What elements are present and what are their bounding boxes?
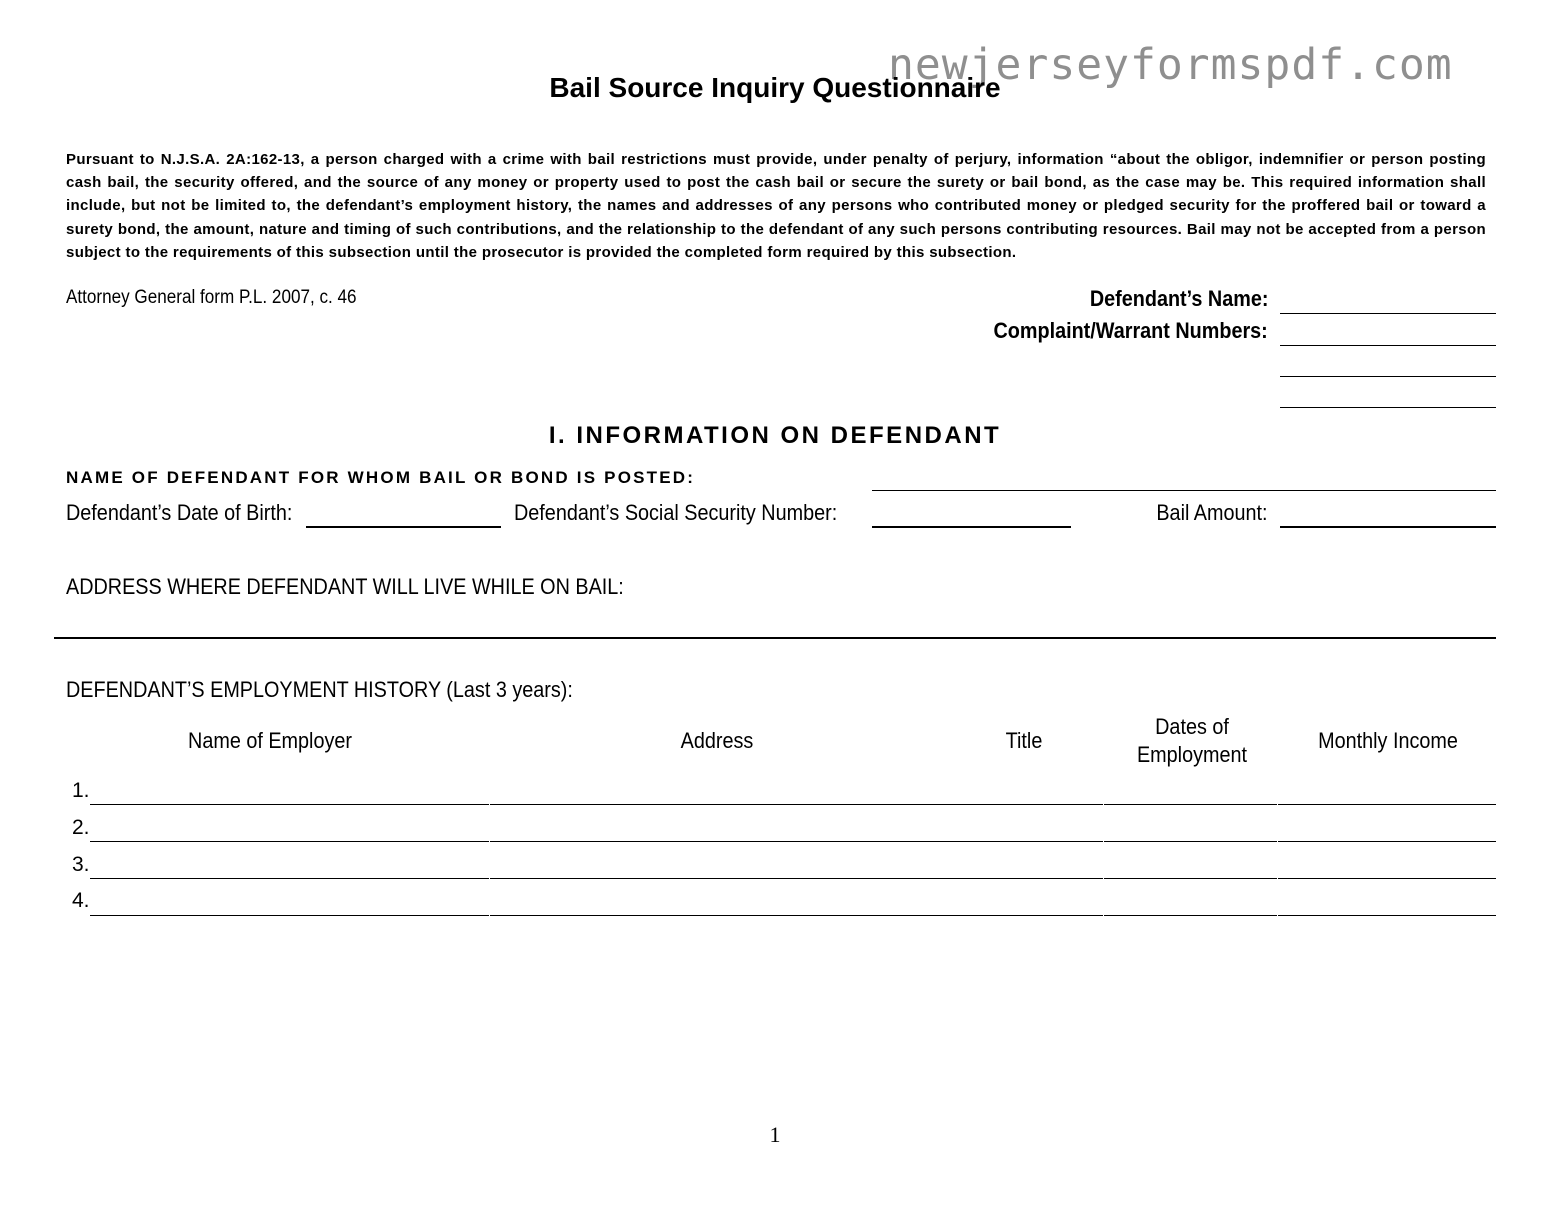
row-4-income[interactable] — [1278, 915, 1496, 916]
dob-label: Defendant’s Date of Birth: — [66, 500, 293, 525]
complaint-warrant-field-1[interactable] — [1280, 345, 1496, 346]
bail-amount-field[interactable] — [1280, 526, 1496, 528]
address-field[interactable] — [54, 637, 1496, 639]
defendant-name-field[interactable] — [1280, 313, 1496, 314]
watermark: newjerseyformspdf.com — [888, 40, 1453, 90]
bail-amount-label: Bail Amount: — [1156, 500, 1268, 525]
col-dates-line2: Employment — [1136, 742, 1248, 767]
row-1-address[interactable] — [490, 804, 1103, 805]
dob-field[interactable] — [306, 526, 501, 528]
complaint-warrant-label: Complaint/Warrant Numbers: — [993, 318, 1268, 343]
col-address: Address — [680, 728, 754, 753]
address-label: ADDRESS WHERE DEFENDANT WILL LIVE WHILE ON BAIL: — [66, 574, 624, 599]
page-title: Bail Source Inquiry Questionnaire — [549, 72, 1001, 103]
row-number: 4. — [72, 889, 90, 912]
complaint-warrant-field-3[interactable] — [1280, 407, 1496, 408]
intro-paragraph: Pursuant to N.J.S.A. 2A:162-13, a person charged with a crime with bail restrictions must provide, under penalty of perjury, information “about the obligor, indemnifier or person posting cash bail, the security offered, and the source of any money or property used to post the cash bail or secure the surety or bail bond, as the case may be. This required information shall include, but not be limited to, the defendant’s employment history, the names and addresses of any persons who contributed money or pledged security for the proffered bail or toward a surety bond, the amount, nature and timing of such contributions, and the relationship to the defendant of any such persons contributing resources. Bail may not be accepted from a person subject to the requirements of this subsection until the prosecutor is provided the completed form required by this subsection. — [66, 151, 1486, 261]
row-2-address[interactable] — [490, 841, 1103, 842]
col-employer: Name of Employer — [188, 728, 352, 753]
row-3-employer[interactable] — [90, 878, 489, 879]
row-3-address[interactable] — [490, 878, 1103, 879]
section-heading: I. INFORMATION ON DEFENDANT — [548, 422, 1002, 449]
row-number: 3. — [72, 853, 90, 876]
employment-history-label: DEFENDANT’S EMPLOYMENT HISTORY (Last 3 years): — [66, 677, 573, 702]
row-3-income[interactable] — [1278, 878, 1496, 879]
col-dates-line1: Dates of — [1155, 714, 1229, 739]
row-4-dates[interactable] — [1104, 915, 1277, 916]
complaint-warrant-field-2[interactable] — [1280, 376, 1496, 377]
row-number: 2. — [72, 816, 90, 839]
row-2-employer[interactable] — [90, 841, 489, 842]
row-number: 1. — [72, 779, 90, 802]
ag-form-reference: Attorney General form P.L. 2007, c. 46 — [66, 287, 357, 308]
defendant-name-label: Defendant’s Name: — [1089, 286, 1268, 311]
defendant-bail-name-label: NAME OF DEFENDANT FOR WHOM BAIL OR BOND IS POSTED: — [66, 468, 696, 487]
page-number: 1 — [769, 1122, 781, 1147]
row-4-employer[interactable] — [90, 915, 489, 916]
row-2-dates[interactable] — [1104, 841, 1277, 842]
row-2-income[interactable] — [1278, 841, 1496, 842]
row-3-dates[interactable] — [1104, 878, 1277, 879]
row-4-address[interactable] — [490, 915, 1103, 916]
defendant-bail-name-field[interactable] — [872, 490, 1496, 491]
row-1-employer[interactable] — [90, 804, 489, 805]
ssn-field[interactable] — [872, 526, 1071, 528]
col-title: Title — [1005, 728, 1043, 753]
col-monthly-income: Monthly Income — [1318, 728, 1458, 753]
ssn-label: Defendant’s Social Security Number: — [514, 500, 838, 525]
row-1-income[interactable] — [1278, 804, 1496, 805]
row-1-dates[interactable] — [1104, 804, 1277, 805]
